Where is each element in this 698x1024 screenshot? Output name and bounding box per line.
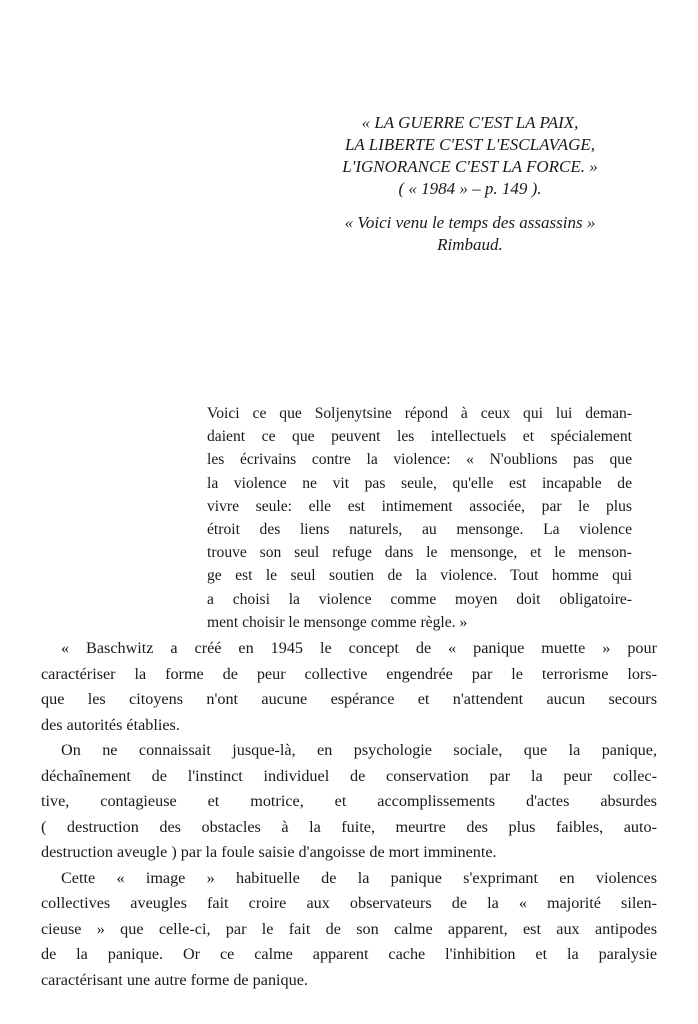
paragraph-line: caractériser la forme de peur collective engendrée par le terrorisme lors- [41,664,657,683]
paragraph-line: tive, contagieuse et motrice, et accomplissements d'actes absurdes [41,792,657,810]
block-quote-line: Voici ce que Soljenytsine répond à ceux qui lui deman- [207,405,632,422]
block-quote-line: daient ce que peuvent les intellectuels et spécialement [207,428,632,446]
epigraph [300,112,640,256]
paragraph-line: destruction aveugle ) par la foule saisie d'angoisse de mort imminente. [41,843,497,861]
block-quote-line: ge est le seul soutien de la violence. Tout homme qui [207,567,632,585]
paragraph-line: « Baschwitz a créé en 1945 le concept de « panique muette » pour [61,639,657,657]
body-text [41,636,657,993]
paragraph-line: déchaînement de l'instinct individuel de conservation par la peur collec- [41,766,657,785]
epigraph-line: LA LIBERTE C'EST L'ESCLAVAGE, [344,135,596,154]
block-quote-line: la violence ne vit pas seule, qu'elle est incapable de [207,474,632,492]
epigraph-author: Rimbaud. [437,235,503,254]
block-quote-line: ment choisir le mensonge comme règle. » [207,613,468,631]
block-quote-line: vivre seule: elle est intimement associée, par le plus [207,497,632,515]
paragraph-line: que les citoyens n'ont aucune espérance et n'attendent aucun secours [41,690,657,708]
paragraph-line: collectives aveugles fait croire aux observateurs de la « majorité silen- [41,894,657,912]
block-quote-line: les écrivains contre la violence: « N'oublions pas que [207,451,632,469]
block-quote-line: étroit des liens naturels, au mensonge. La violence [207,521,632,539]
block-quote [207,402,632,634]
paragraph-line: cieuse » que celle-ci, par le fait de son calme apparent, est aux antipodes [41,919,657,938]
epigraph-line: L'IGNORANCE C'EST LA FORCE. » [342,157,598,176]
paragraph-line: caractérisant une autre forme de panique. [41,970,308,989]
paragraph-line: des autorités établies. [41,715,180,734]
paragraph-line: de la panique. Or ce calme apparent cache l'inhibition et la paralysie [41,945,657,963]
paragraph-line: Cette « image » habituelle de la panique s'exprimant en violences [61,868,657,887]
epigraph-spacer [300,200,640,212]
paragraph-line: On ne connaissait jusque-là, en psychologie sociale, que la panique, [61,741,657,759]
block-quote-line: trouve son seul refuge dans le mensonge, et le menson- [207,544,632,562]
block-quote-line: a choisi la violence comme moyen doit obligatoire- [207,590,632,608]
epigraph-line: « LA GUERRE C'EST LA PAIX, [361,113,579,132]
paragraph-line: ( destruction des obstacles à la fuite, meurtre des plus faibles, auto- [41,817,657,836]
epigraph-citation: ( « 1984 » – p. 149 ). [398,179,542,198]
epigraph-line: « Voici venu le temps des assassins » [344,213,596,232]
